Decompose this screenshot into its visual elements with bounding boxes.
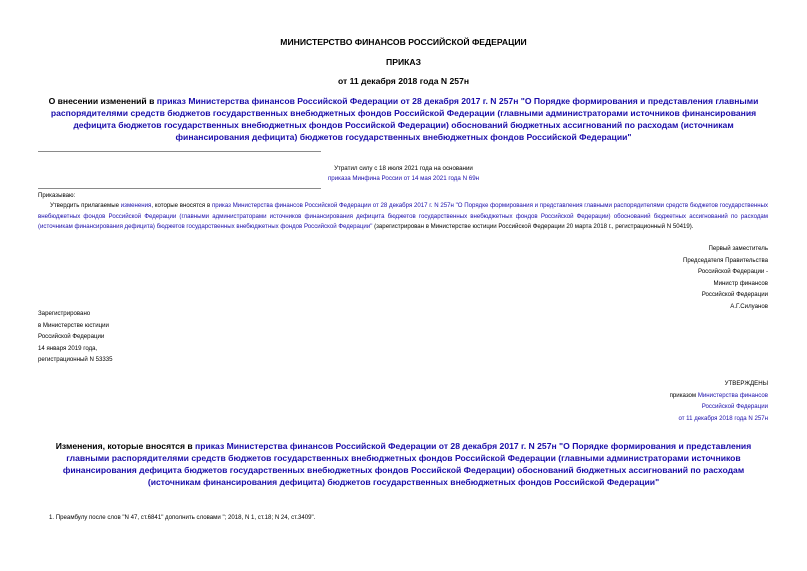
- order-paragraph: Утвердить прилагаемые изменения, которые вносятся в приказ Министерства финансов Российской Федерации от 28 декабря 2017 г. N 257н "О Порядке формирования и представления главными распорядителями средств бюджетов государственных внебюджетных фондов Российской Федерации (главными администраторами источников финансирования дефицита бюджетов государственных внебюджетных фондов Российской Федерации) обоснований бюджетных ассигнований по расходам (источникам финансирования дефицита) бюджетов государственных внебюджетных фондов Российской Федерации" (зарегистрирован в Министерстве юстиции Российской Федерации 20 марта 2018 г., регистрационный N 50419).: [38, 202, 768, 231]
- document-title: [40, 95, 767, 143]
- approved-block: УТВЕРЖДЕНЫ приказом Министерства финансов Российской Федерации от 11 декабря 2018 года N 257н: [670, 378, 768, 424]
- signature-name: А.Г.Силуанов: [730, 302, 768, 310]
- changes-title-link[interactable]: приказ Министерства финансов Российской Федерации от 28 декабря 2017 г. N 257н "О Порядке формирования и представления главными распорядителями средств бюджетов государственных внебюджетных фондов Российской Федерации (главными администраторами источников финансирования дефицита бюджетов государственных внебюджетных фондов Российской Федерации) обоснований бюджетных ассигнований по расходам (источникам финансирования дефицита) бюджетов государственных внебюджетных фондов Российской Федерации": [62, 441, 752, 487]
- approved-heading: УТВЕРЖДЕНЫ: [724, 380, 768, 387]
- divider-2: [38, 188, 321, 189]
- change-item-1: 1. Преамбулу после слов "N 47, ст.6841" дополнить словами "; 2018, N 1, ст.18; N 24, ст.3409".: [49, 514, 316, 521]
- changes-link[interactable]: изменения: [120, 202, 152, 209]
- registration-line: в Министерстве юстиции: [38, 321, 109, 329]
- title-prefix: О внесении изменений в: [48, 96, 157, 106]
- signature-line: Министр финансов: [713, 279, 768, 287]
- ministry-heading: МИНИСТЕРСТВО ФИНАНСОВ РОССИЙСКОЙ ФЕДЕРАЦИИ: [280, 37, 527, 47]
- changes-title: [40, 440, 767, 488]
- approved-rf-link[interactable]: Российской Федерации: [701, 403, 768, 411]
- order-word: Приказываю:: [38, 192, 76, 199]
- registration-line: Российской Федерации: [38, 333, 105, 341]
- doc-type-heading: ПРИКАЗ: [386, 57, 421, 67]
- signature-line: Первый заместитель: [708, 245, 768, 252]
- divider: [38, 151, 321, 152]
- changes-title-prefix: Изменения, которые вносятся в: [55, 441, 196, 451]
- registration-line: Зарегистрировано: [38, 310, 91, 317]
- signature-line: Председателя Правительства: [683, 256, 768, 264]
- signature-line: Российской Федерации: [701, 291, 768, 299]
- title-link-original-order[interactable]: приказ Министерства финансов Российской Федерации от 28 декабря 2017 г. N 257н "О Порядке формирования и представления главными распорядителями средств бюджетов государственных внебюджетных фондов Российской Федерации (главными администраторами источников финансирования дефицита бюджетов государственных внебюджетных фондов Российской Федерации) обоснований бюджетных ассигнований по расходам (источникам финансирования дефицита) бюджетов государственных внебюджетных фондов Российской Федерации": [50, 96, 759, 142]
- registration-line: 14 января 2019 года,: [38, 344, 98, 352]
- approved-ministry-link[interactable]: Министерства финансов: [697, 391, 768, 399]
- original-order-link[interactable]: приказ Министерства финансов Российской Федерации от 28 декабря 2017 г. N 257н "О Порядке формирования и представления главными распорядителями средств бюджетов государственных внебюджетных фондов Российской Федерации (главными администраторами источников финансирования дефицита бюджетов государственных внебюджетных фондов Российской Федерации) обоснований бюджетных ассигнований по расходам (источникам финансирования дефицита) бюджетов государственных внебюджетных фондов Российской Федерации": [38, 202, 768, 231]
- signature-line: Российской Федерации -: [698, 268, 768, 276]
- signature-block: [683, 243, 768, 313]
- registration-line: регистрационный N 53335: [38, 356, 113, 364]
- status-note-repeal-link[interactable]: приказа Минфина России от 14 мая 2021 года N 69н: [327, 175, 480, 182]
- doc-date-number: от 11 декабря 2018 года N 257н: [337, 76, 470, 86]
- status-note-line1: Утратил силу с 18 июля 2021 года на основании: [334, 165, 473, 172]
- approved-date-link[interactable]: от 11 декабря 2018 года N 257н: [678, 414, 768, 422]
- registration-block: [38, 308, 113, 366]
